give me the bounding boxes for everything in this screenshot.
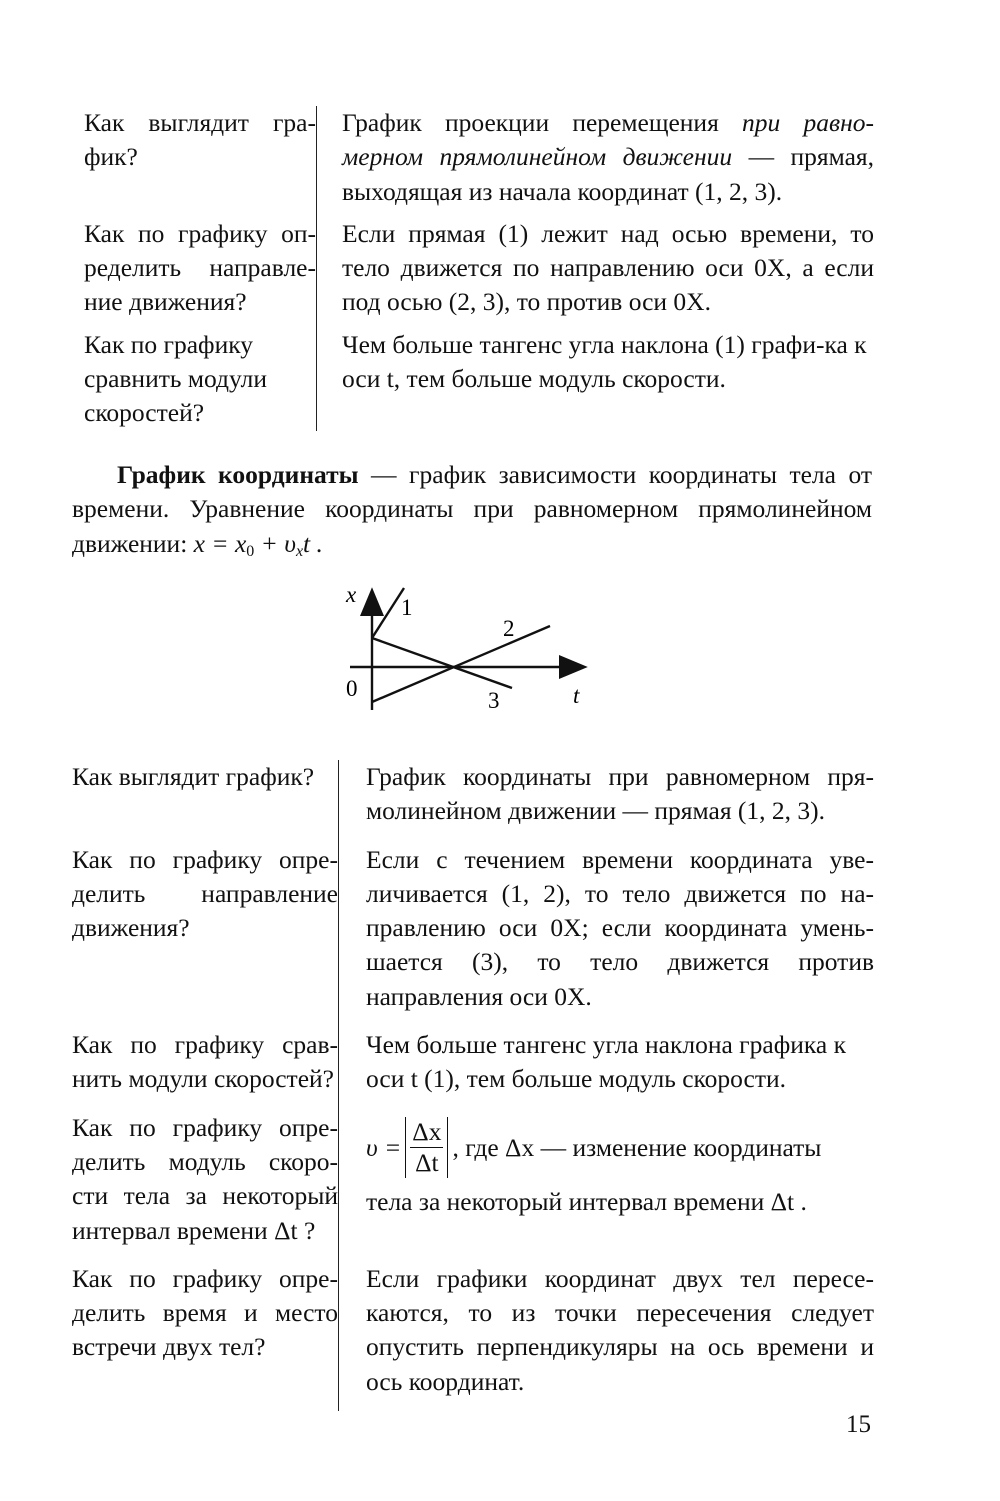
answer-line-2: тела за некоторый интервал времени Δt . [366, 1186, 807, 1216]
column-divider [338, 760, 366, 829]
question-text: Как по графику оп-ределить направле-ние движения? [84, 218, 316, 317]
graph-line-3 [372, 638, 512, 688]
answer-text: Если прямая (1) лежит над осью времени, то тело движется по направлению оси 0X, а если под осью (2, 3), то против оси 0X. [342, 218, 874, 317]
answer-text: Чем больше тангенс угла наклона (1) графи-ка к оси t, тем больше модуль скорости. [342, 329, 867, 394]
answer-text [342, 106, 874, 209]
column-divider [338, 1262, 366, 1411]
velocity-formula [366, 1117, 452, 1178]
column-divider [316, 106, 342, 209]
answer-text: Если графики координат двух тел пересе-каются, то из точки пересечения следует опустить перпендикуляры на ось времени и ось координат. [366, 1263, 874, 1396]
question-text: Как по графику срав-нить модули скоростей? [72, 1030, 338, 1094]
qa-table-coordinate-graph [72, 760, 874, 1411]
qa-table-displacement-graph [84, 106, 874, 431]
origin-label: 0 [346, 676, 358, 701]
formula-explanation: , где Δx — изменение координаты [452, 1132, 822, 1162]
line-label-3: 3 [488, 688, 500, 713]
answer-text: Чем больше тангенс угла наклона графика к оси t (1), тем больше модуль скорости. [366, 1030, 846, 1094]
equation-part: x = x [193, 528, 247, 558]
formula-lhs: υ = [366, 1132, 402, 1162]
answer-text: График координаты при равномерном пря-молинейном движении — прямая (1, 2, 3). [366, 762, 874, 826]
fraction-numerator: Δx [412, 1117, 442, 1147]
question-text: Как выглядит график? [72, 762, 315, 791]
equation [194, 529, 323, 558]
fraction-denominator: Δt [415, 1148, 439, 1178]
line-label-1: 1 [401, 595, 413, 620]
line-label-2: 2 [503, 616, 515, 641]
equation-part: + υ [254, 528, 296, 558]
answer-text: Если с течением времени координата уве-личивается (1, 2), то тело движется по на-правлению оси 0X; если координата умень-шается (3), то тело движется против направления оси 0X. [366, 844, 874, 1011]
page-number: 15 [846, 1411, 871, 1438]
question-text: Как выглядит гра-фик? [84, 108, 316, 172]
term-bold: График координаты [117, 460, 359, 489]
answer-part: График проекции перемещения [342, 108, 743, 137]
question-text: Как по графику сравнить модули скоростей? [84, 329, 267, 428]
answer-text [366, 1111, 874, 1248]
graph-line-2 [372, 626, 550, 702]
column-divider [338, 1111, 366, 1248]
graph-line-1 [372, 588, 404, 638]
abs-fraction [405, 1117, 448, 1178]
formula-line [366, 1111, 874, 1185]
coordinate-time-graph [330, 580, 600, 720]
definition-text: — график зависимости координаты тела от времени. Уравнение координаты при равномерном прямолинейном движении: [72, 460, 873, 558]
y-axis-label: x [346, 582, 357, 607]
question-text: Как по графику опре-делить время и место встречи двух тел? [72, 1263, 338, 1362]
equation-subscript: 0 [246, 542, 255, 560]
coordinate-graph-definition [72, 458, 872, 569]
column-divider [338, 843, 366, 1014]
column-divider [316, 328, 342, 431]
equation-part: t . [303, 528, 323, 558]
answer-part: — прямая, выходящая из начала координат (1, 2, 3). [342, 142, 875, 206]
question-text: Как по графику опре-делить модуль скоро-сти тела за некоторый интервал времени Δt ? [72, 1112, 338, 1245]
column-divider [338, 1028, 366, 1097]
equation-subscript: x [295, 542, 304, 560]
column-divider [316, 217, 342, 320]
answer-italic-part: при равно-мерном прямолинейном движении [342, 108, 874, 172]
question-text: Как по графику опре-делить направление движения? [72, 844, 338, 943]
x-axis-label: t [573, 683, 580, 708]
